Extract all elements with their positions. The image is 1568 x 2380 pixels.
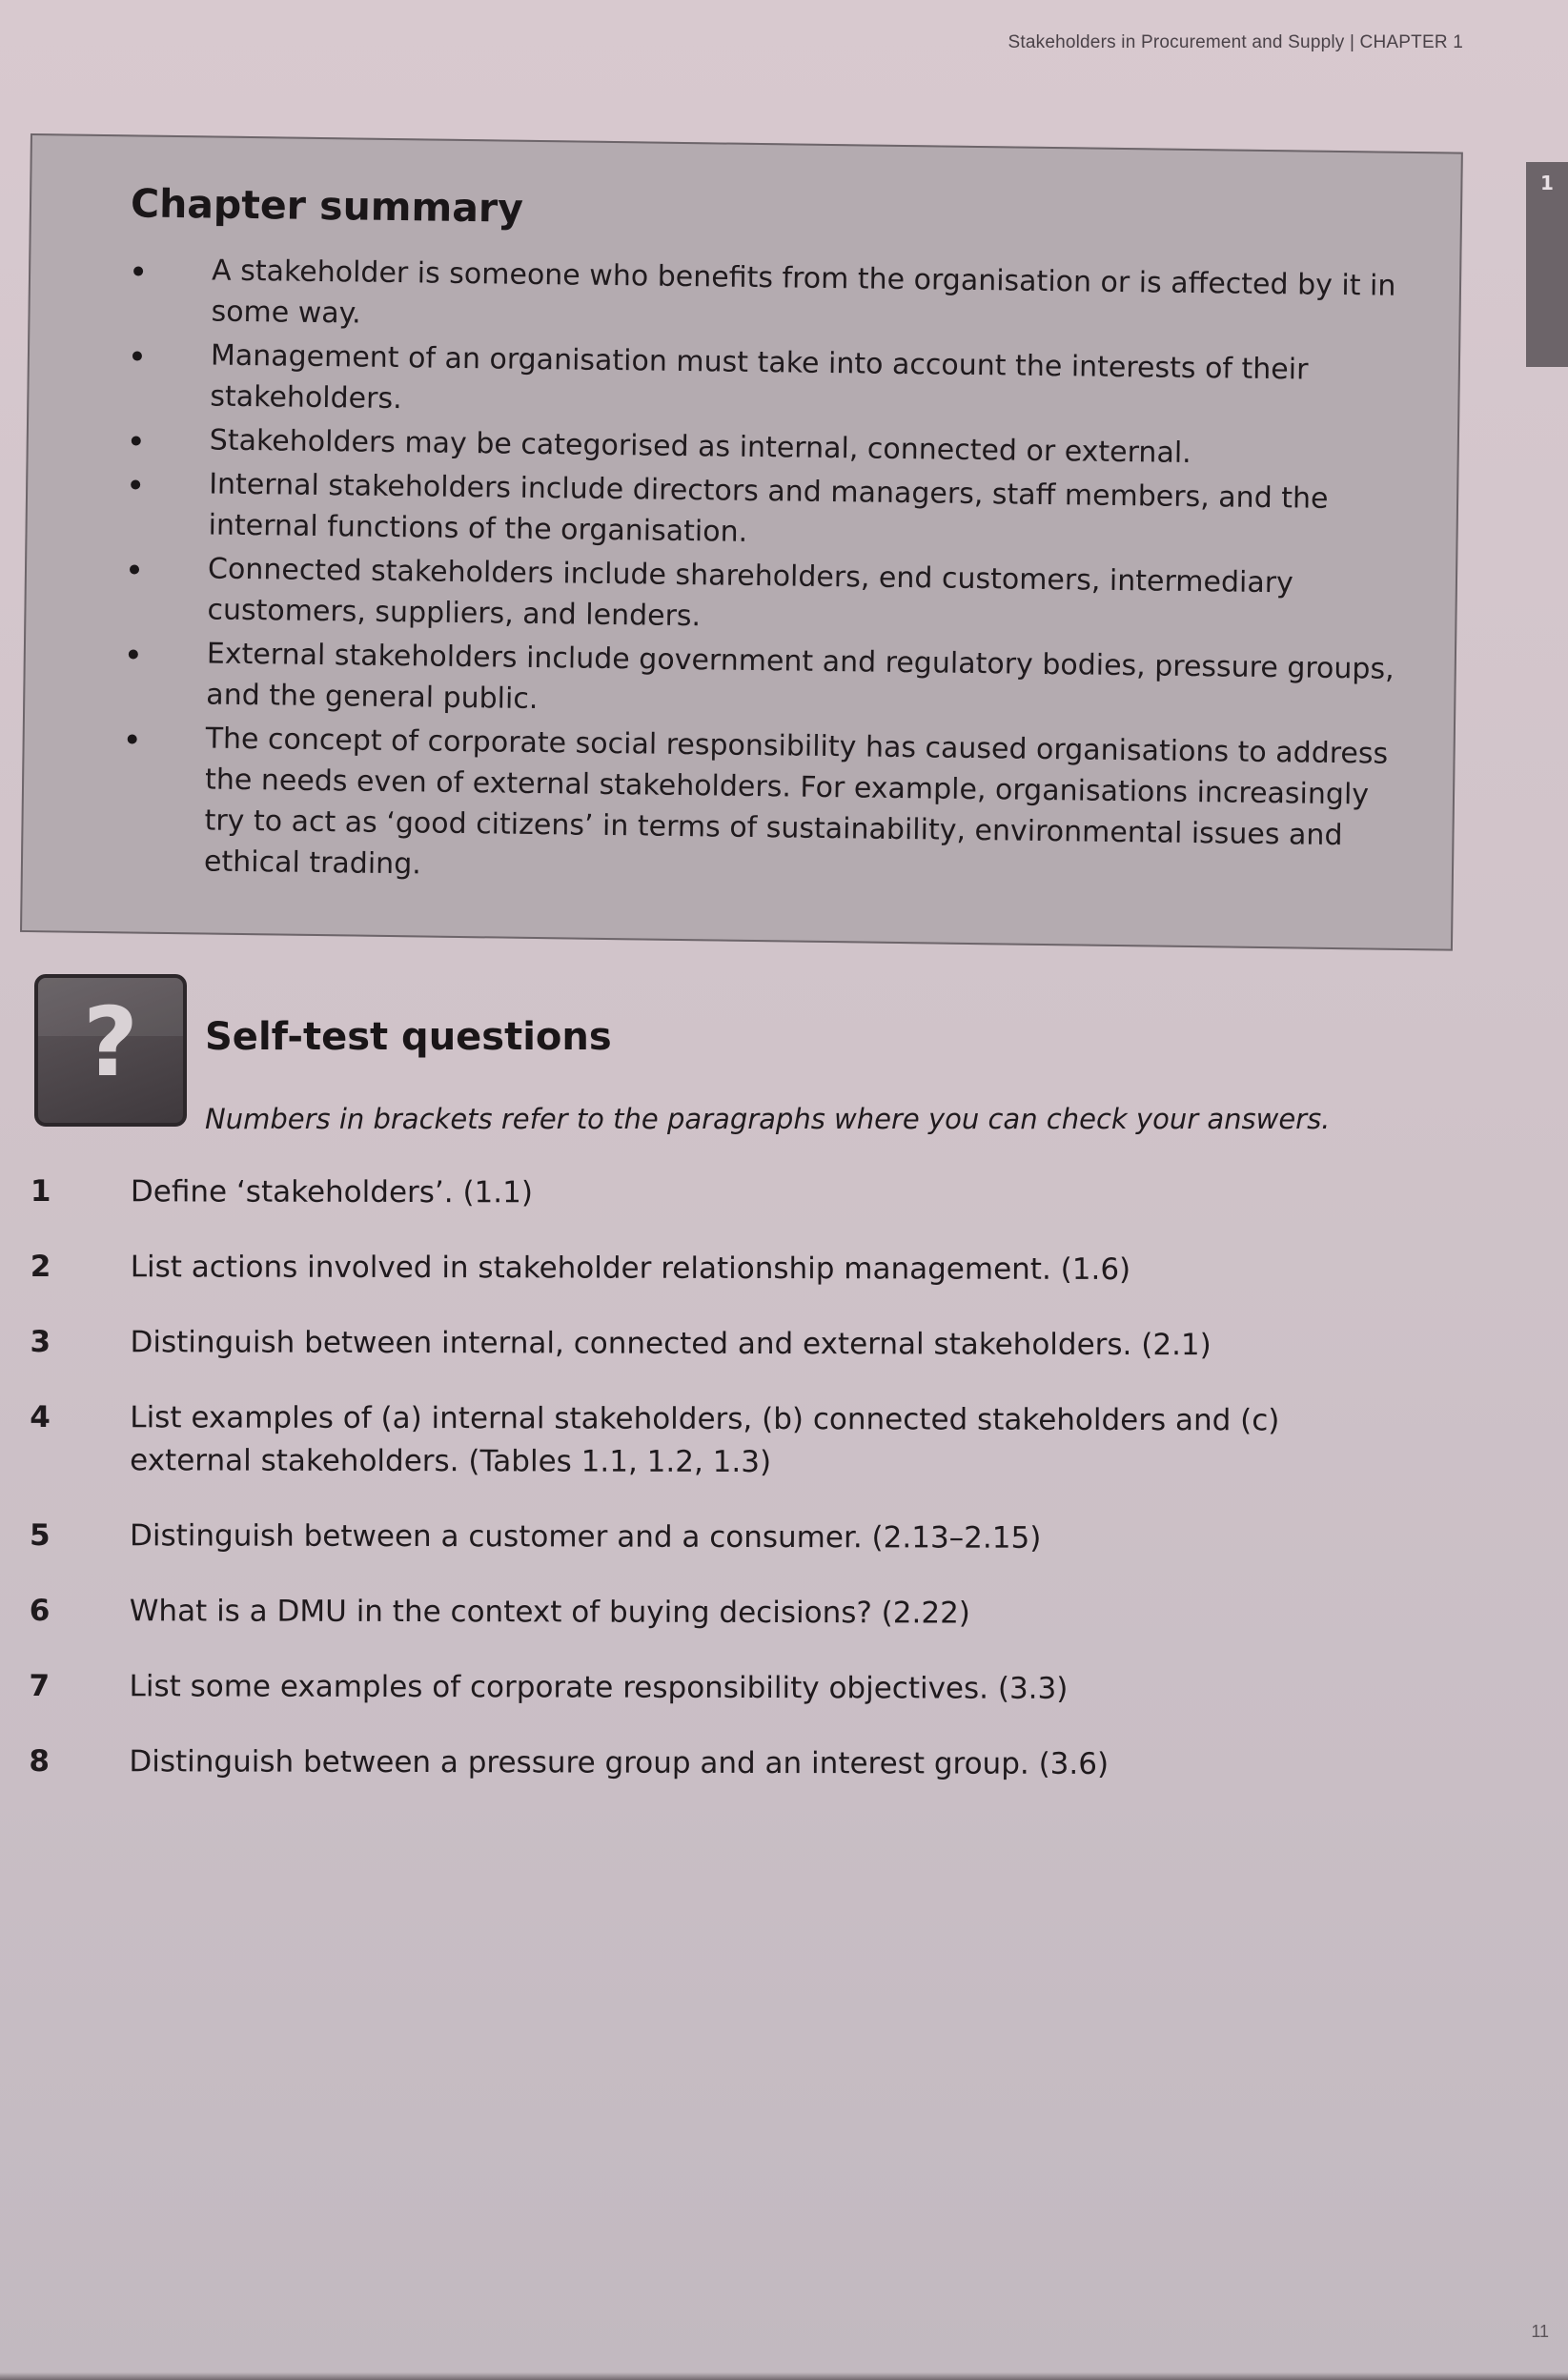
summary-item-text: The concept of corporate social responsibility has caused organisations to address the needs even of external stakeholders. For example, organisations increasingly try to act as ‘good citizens’ in terms of sustainability, environmental issues and ethical trading.	[203, 722, 1389, 882]
summary-item-text: Management of an organisation must take into account the interests of their stakeholders.	[210, 338, 1309, 417]
question-number: 3	[30, 1324, 51, 1360]
question-number: 4	[30, 1399, 51, 1435]
page-edge-shadow	[0, 2372, 1568, 2380]
question-mark-icon	[34, 974, 187, 1127]
question-number: 5	[29, 1517, 51, 1554]
question-number: 1	[30, 1174, 51, 1210]
page-number: 11	[1531, 2322, 1549, 2341]
summary-item	[121, 547, 1399, 646]
summary-item-text: Connected stakeholders include shareholders, end customers, intermediary customers, suppliers, and lenders.	[207, 552, 1294, 634]
chapter-summary-box	[20, 133, 1463, 951]
question-number: 8	[29, 1743, 51, 1780]
summary-item-text: External stakeholders include government and regulatory bodies, pressure groups, and the general public.	[206, 637, 1395, 717]
question-mark-glyph: ?	[82, 987, 138, 1098]
self-test-question-list	[29, 1170, 1365, 1820]
question-number: 7	[29, 1668, 51, 1704]
question-text: List examples of (a) internal stakeholders, (b) connected stakeholders and (c) external stakeholders. (Tables 1.1, 1.2, 1.3)	[130, 1400, 1280, 1480]
running-head: Stakeholders in Procurement and Supply | CHAPTER 1	[1008, 32, 1463, 52]
question-text: List some examples of corporate responsibility objectives. (3.3)	[129, 1669, 1069, 1706]
question-item	[31, 1170, 1365, 1217]
question-text: Distinguish between internal, connected and external stakeholders. (2.1)	[130, 1325, 1212, 1363]
bullet-icon	[129, 649, 138, 659]
question-item	[30, 1665, 1364, 1712]
summary-item	[118, 717, 1397, 898]
summary-item	[125, 249, 1403, 348]
question-item	[30, 1590, 1364, 1637]
question-text: Define ‘stakeholders’. (1.1)	[130, 1174, 534, 1210]
bullet-icon	[132, 436, 141, 445]
chapter-summary-list	[118, 249, 1404, 900]
bullet-icon	[128, 734, 137, 743]
bullet-icon	[132, 351, 142, 360]
summary-item-text: A stakeholder is someone who benefits from the organisation or is affected by it in some way.	[211, 254, 1396, 331]
summary-item	[122, 462, 1400, 561]
summary-item	[124, 334, 1402, 433]
chapter-summary-title: Chapter summary	[130, 180, 524, 232]
question-item	[29, 1740, 1363, 1787]
bullet-icon	[130, 564, 139, 574]
question-text: List actions involved in stakeholder relationship management. (1.6)	[130, 1250, 1131, 1288]
question-item	[30, 1515, 1364, 1561]
self-test-subtitle: Numbers in brackets refer to the paragraphs where you can check your answers.	[205, 1103, 1331, 1135]
bullet-icon	[131, 479, 140, 489]
question-text: Distinguish between a pressure group and an interest group. (3.6)	[129, 1744, 1110, 1781]
chapter-thumb-tab: 1	[1526, 162, 1568, 367]
question-text: What is a DMU in the context of buying decisions? (2.22)	[129, 1594, 970, 1631]
question-text: Distinguish between a customer and a consumer. (2.13–2.15)	[129, 1518, 1042, 1556]
question-number: 2	[30, 1249, 51, 1285]
question-item	[30, 1321, 1364, 1368]
summary-item-text: Stakeholders may be categorised as internal, connected or external.	[209, 423, 1191, 470]
question-item	[30, 1396, 1364, 1486]
bullet-icon	[133, 266, 143, 275]
question-number: 6	[29, 1593, 51, 1629]
question-item	[31, 1246, 1365, 1292]
summary-item	[120, 632, 1398, 731]
self-test-title: Self-test questions	[205, 1015, 612, 1059]
summary-item-text: Internal stakeholders include directors and managers, staff members, and the internal functions of the organisation.	[208, 467, 1329, 549]
